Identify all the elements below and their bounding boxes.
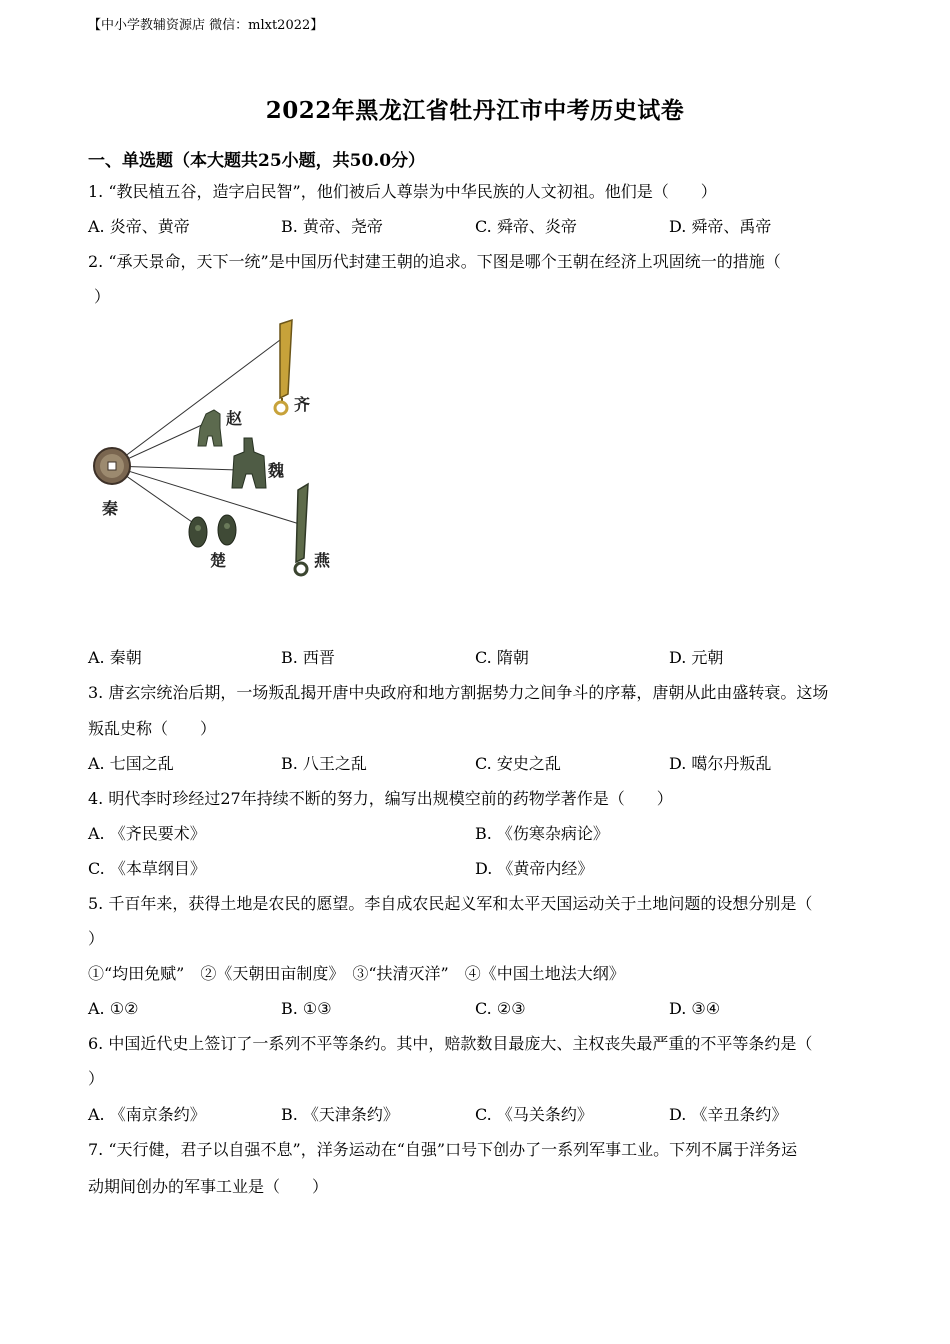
question-4-option-b: B. 《伤寒杂病论》 bbox=[475, 824, 609, 843]
label-zhao: 赵 bbox=[226, 409, 243, 428]
wei-spade-coin-icon bbox=[232, 438, 266, 488]
qin-ban-liang-coin-icon bbox=[94, 448, 130, 484]
question-1-option-a: A. 炎帝、黄帝 bbox=[88, 217, 190, 236]
question-2-option-d: D. 元朝 bbox=[669, 648, 724, 667]
question-3-option-b: B. 八王之乱 bbox=[281, 754, 367, 773]
label-wei: 魏 bbox=[268, 461, 285, 480]
question-5-option-d: D. ③④ bbox=[669, 999, 721, 1018]
label-qin: 秦 bbox=[102, 499, 119, 518]
question-4-option-c: C. 《本草纲目》 bbox=[88, 859, 206, 878]
question-6-option-c: C. 《马关条约》 bbox=[475, 1105, 593, 1124]
chu-ant-nose-coins-icon bbox=[189, 515, 236, 547]
question-5-items: ①“均田免赋” ②《天朝田亩制度》 ③“扶清灭洋” ④《中国土地法大纲》 bbox=[88, 964, 625, 983]
question-2-option-c: C. 隋朝 bbox=[475, 648, 529, 667]
header-note: 【中小学教辅资源店 微信：mlxt2022】 bbox=[88, 18, 324, 33]
question-1-stem: 1. “教民植五谷，造字启民智”，他们被后人尊崇为中华民族的人文初祖。他们是（ ） bbox=[88, 182, 717, 201]
qi-knife-coin-icon bbox=[275, 320, 292, 414]
question-4-stem: 4. 明代李时珍经过27年持续不断的努力，编写出规模空前的药物学著作是（ ） bbox=[88, 789, 673, 808]
question-3-option-a: A. 七国之乱 bbox=[88, 754, 174, 773]
question-5-option-a: A. ①② bbox=[88, 999, 139, 1018]
question-6-stem-continued: ） bbox=[88, 1069, 105, 1088]
question-5-stem: 5. 千百年来，获得土地是农民的愿望。李自成农民起义军和太平天国运动关于土地问题的设想分别是（ bbox=[88, 894, 813, 913]
line-to-qi bbox=[112, 340, 280, 466]
question-5-option-c: C. ②③ bbox=[475, 999, 526, 1018]
question-1-option-b: B. 黄帝、尧帝 bbox=[281, 217, 383, 236]
label-qi: 齐 bbox=[294, 395, 311, 414]
question-4-option-a: A. 《齐民要术》 bbox=[88, 824, 206, 843]
question-2-option-a: A. 秦朝 bbox=[88, 648, 142, 667]
section-heading: 一、单选题（本大题共25小题，共50.0分） bbox=[88, 151, 426, 171]
question-2-stem-continued: ） bbox=[94, 287, 111, 306]
question-6-option-b: B. 《天津条约》 bbox=[281, 1105, 399, 1124]
question-6-option-d: D. 《辛丑条约》 bbox=[669, 1105, 788, 1124]
question-3-stem-continued: 叛乱史称（ ） bbox=[88, 719, 217, 738]
question-1-option-d: D. 舜帝、禹帝 bbox=[669, 217, 772, 236]
question-2-stem: 2. “承天景命，天下一统”是中国历代封建王朝的追求。下图是哪个王朝在经济上巩固统一的措施（ bbox=[88, 252, 781, 271]
question-5-option-b: B. ①③ bbox=[281, 999, 332, 1018]
question-7-stem-continued: 动期间创办的军事工业是（ ） bbox=[88, 1177, 329, 1196]
question-3-option-d: D. 噶尔丹叛乱 bbox=[669, 754, 772, 773]
yan-knife-coin-icon bbox=[295, 484, 308, 575]
question-1-option-c: C. 舜帝、炎帝 bbox=[475, 217, 577, 236]
coin-unification-figure bbox=[80, 318, 350, 588]
label-yan: 燕 bbox=[314, 551, 331, 570]
question-6-option-a: A. 《南京条约》 bbox=[88, 1105, 206, 1124]
question-3-option-c: C. 安史之乱 bbox=[475, 754, 561, 773]
question-4-option-d: D. 《黄帝内经》 bbox=[475, 859, 594, 878]
question-7-stem: 7. “天行健，君子以自强不息”，洋务运动在“自强”口号下创办了一系列军事工业。下列不属于洋务运 bbox=[88, 1140, 798, 1159]
question-5-stem-continued: ） bbox=[88, 929, 105, 948]
label-chu: 楚 bbox=[210, 551, 227, 570]
question-3-stem: 3. 唐玄宗统治后期，一场叛乱揭开唐中央政府和地方割据势力之间争斗的序幕，唐朝从此由盛转衰。这场 bbox=[88, 683, 829, 702]
question-6-stem: 6. 中国近代史上签订了一系列不平等条约。其中，赔款数目最庞大、主权丧失最严重的不平等条约是（ bbox=[88, 1034, 813, 1053]
zhao-spade-coin-icon bbox=[198, 410, 222, 446]
question-2-option-b: B. 西晋 bbox=[281, 648, 335, 667]
page-title: 2022年黑龙江省牡丹江市中考历史试卷 bbox=[265, 97, 685, 124]
